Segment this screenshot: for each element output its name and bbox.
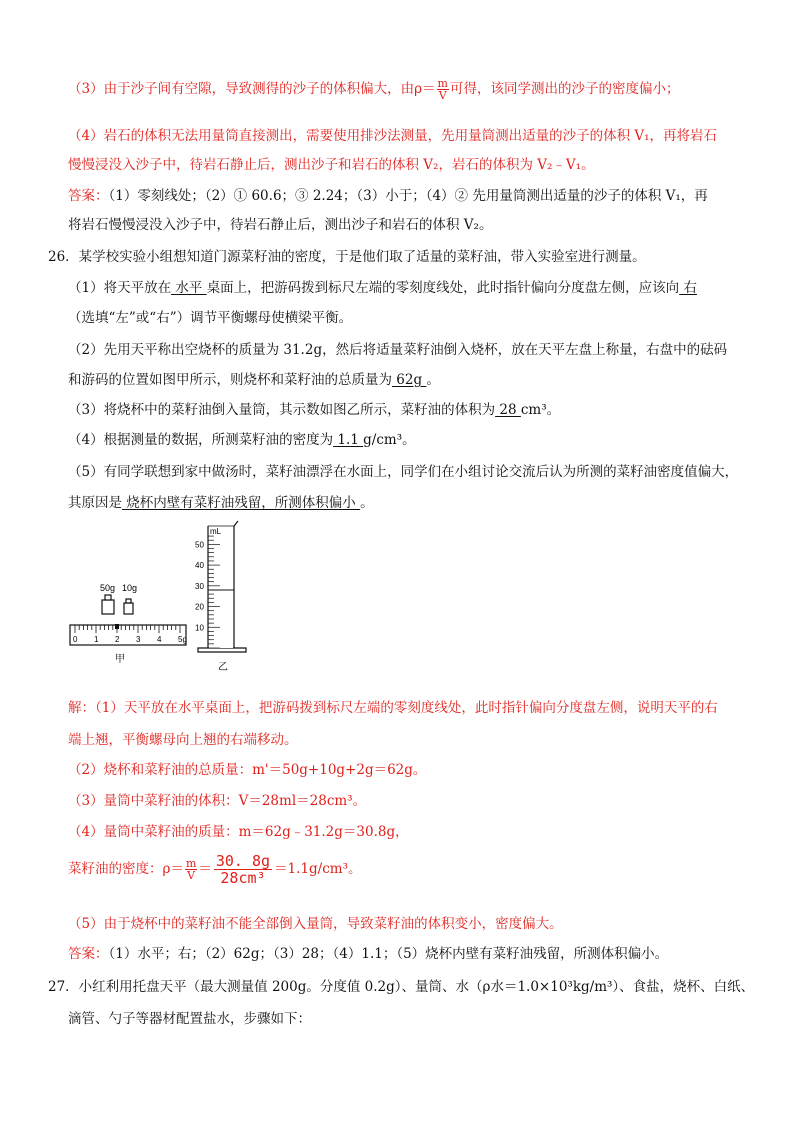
q26-step3: （3）将烧杯中的菜籽油倒入量筒，其示数如图乙所示，菜籽油的体积为 28 cm³。 bbox=[68, 402, 561, 418]
q26-step5-line2: 其原因是 烧杯内壁有菜籽油残留，所测体积偏小 。 bbox=[68, 495, 374, 511]
blank-answer: 62g bbox=[392, 372, 427, 388]
cylinder-tick-label: 10 bbox=[195, 623, 204, 633]
cylinder-unit: mL bbox=[210, 527, 222, 536]
prev-answer-line2: 将岩石慢慢浸没入沙子中，待岩石静止后，测出沙子和岩石的体积 V₂。 bbox=[68, 217, 493, 233]
question-27-line1: 27．小红利用托盘天平（最大测量值 200g。分度值 0.2g）、量筒、水（ρ水＝1.0×10³kg/m³）、食盐，烧杯、白纸、 bbox=[48, 979, 755, 995]
solution-step1-line2: 端上翘，平衡螺母向上翘的右端移动。 bbox=[68, 732, 298, 748]
cylinder-tick-label: 40 bbox=[195, 561, 204, 571]
q26-step1-line1: （1）将天平放在 水平 桌面上，把游码拨到标尺左端的零刻度线处，此时指针偏向分度盘左侧，应该向 右 bbox=[68, 280, 697, 296]
prev-solution-part4-line1: （4）岩石的体积无法用量筒直接测出，需要使用排沙法测量，先用量筒测出适量的沙子的体积 V₁，再将岩石 bbox=[68, 128, 718, 144]
caption-yi: 乙 bbox=[218, 662, 228, 673]
q26-step1-line2: （选填“左”或“右”）调节平衡螺母使横梁平衡。 bbox=[68, 310, 353, 326]
density-value-fraction: $\frac{30. 8g}{\text{28cm³}}$ bbox=[215, 852, 271, 887]
ruler-tick-label: 5g bbox=[178, 635, 187, 644]
solution-density-formula: 菜籽油的密度：ρ＝ $\frac{m}{V}$ ＝ $\frac{30. 8g}{\text{28cm³}}$ ＝1.1g/cm³。 bbox=[68, 852, 362, 887]
weight-10g bbox=[124, 599, 133, 614]
prev-answer-line1: 答案：（1）零刻线处；（2）① 60.6；③ 2.24；（3）小于；（4）② 先用量筒测出适量的沙子的体积 V₁，再 bbox=[68, 188, 708, 204]
answer-line: 答案：（1）水平；右；（2）62g；（3）28；（4）1.1；（5）烧杯内壁有菜籽油残留，所测体积偏小。 bbox=[68, 946, 669, 962]
q26-step5-line1: （5）有同学联想到家中做汤时，菜籽油漂浮在水面上，同学们在小组讨论交流后认为所测的菜籽油密度值偏大， bbox=[68, 464, 739, 480]
answer-label: 答案： bbox=[68, 946, 109, 962]
density-fraction: $\frac{m}{V}$ bbox=[185, 857, 197, 882]
weight-50g bbox=[102, 595, 114, 614]
ruler-tick-label: 1 bbox=[94, 635, 99, 644]
question-27-line2: 滴管、勺子等器材配置盐水，步骤如下： bbox=[68, 1011, 311, 1027]
measuring-cylinder bbox=[198, 521, 246, 652]
answer-label: 答案： bbox=[68, 188, 109, 204]
q26-step2-line1: （2）先用天平称出空烧杯的质量为 31.2g，然后将适量菜籽油倒入烧杯，放在天平左盘上称量，右盘中的砝码 bbox=[68, 342, 728, 358]
q26-step4: （4）根据测量的数据，所测菜籽油的密度为 1.1 g/cm³。 bbox=[68, 432, 416, 448]
solution-step3: （3）量筒中菜籽油的体积：V＝28ml＝28cm³。 bbox=[68, 793, 367, 809]
solution-step4: （4）量筒中菜籽油的质量：m＝62g﹣31.2g＝30.8g， bbox=[68, 824, 409, 840]
q26-step2-line2: 和游码的位置如图甲所示，则烧杯和菜籽油的总质量为 62g 。 bbox=[68, 372, 440, 388]
cylinder-tick-label: 50 bbox=[195, 540, 204, 550]
question-26-stem: 26．某学校实验小组想知道门源菜籽油的密度，于是他们取了适量的菜籽油，带入实验室进行测量。 bbox=[48, 249, 646, 265]
blank-answer: 水平 bbox=[171, 280, 207, 296]
solution-step1-line1: 解：（1）天平放在水平桌面上，把游码拨到标尺左端的零刻度线处，此时指针偏向分度盘左侧，说明天平的右 bbox=[68, 700, 718, 716]
density-fraction: $\frac{m}{V}$ bbox=[437, 77, 448, 102]
weight-50g-label: 50g bbox=[100, 583, 116, 593]
solution-step2: （2）烧杯和菜籽油的总质量：m'＝50g+10g+2g＝62g。 bbox=[68, 762, 427, 778]
blank-answer: 28 bbox=[495, 402, 521, 418]
ruler-tick-label: 4 bbox=[157, 635, 162, 644]
caption-jia: 甲 bbox=[115, 654, 125, 665]
cylinder-tick-label: 30 bbox=[195, 581, 204, 591]
rider bbox=[115, 624, 119, 629]
ruler-tick-label: 3 bbox=[136, 635, 141, 644]
figure-balance-and-cylinder bbox=[60, 520, 260, 675]
cylinder-tick-label: 20 bbox=[195, 602, 204, 612]
blank-answer: 右 bbox=[679, 280, 697, 296]
ruler-tick-label: 0 bbox=[73, 635, 78, 644]
solution-step5: （5）由于烧杯中的菜籽油不能全部倒入量筒，导致菜籽油的体积变小，密度偏大。 bbox=[68, 916, 563, 932]
weight-10g-label: 10g bbox=[122, 583, 138, 593]
ruler-tick-label: 2 bbox=[115, 635, 120, 644]
prev-solution-part4-line2: 慢慢浸没入沙子中，待岩石静止后，测出沙子和岩石的体积 V₂，岩石的体积为 V₂﹣V₁。 bbox=[68, 157, 595, 173]
prev-solution-part3: （3）由于沙子间有空隙，导致测得的沙子的体积偏大，由ρ＝ $\frac{m}{V}$ 可得，该同学测出的沙子的密度偏小； bbox=[68, 77, 680, 102]
blank-answer: 烧杯内壁有菜籽油残留，所测体积偏小 bbox=[122, 495, 361, 511]
blank-answer: 1.1 bbox=[333, 432, 364, 448]
